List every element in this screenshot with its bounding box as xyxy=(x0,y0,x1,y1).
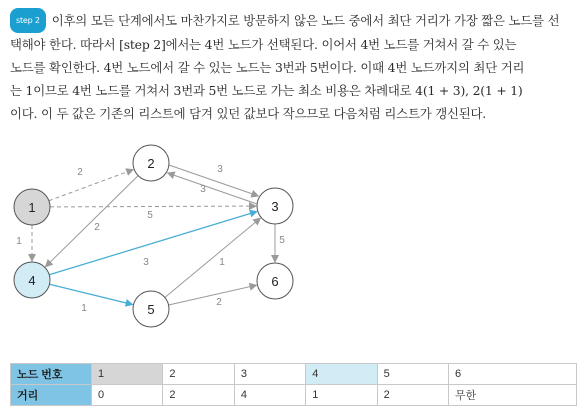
edge-2-4 xyxy=(46,176,139,267)
edge-weight-label: 5 xyxy=(147,210,153,221)
node-number-row xyxy=(11,364,577,385)
distance-cell: 0 xyxy=(92,385,163,406)
edge-weight-label: 3 xyxy=(200,184,206,195)
distance-cell: 2 xyxy=(163,385,234,406)
edge-1-2 xyxy=(49,170,133,201)
edge-weight-label: 1 xyxy=(16,236,22,247)
node-3-label: 3 xyxy=(271,199,279,214)
distance-cell: 무한 xyxy=(449,385,577,406)
edge-weight-label: 1 xyxy=(81,303,87,314)
edge-5-3 xyxy=(165,218,261,297)
node-number-header: 노드 번호 xyxy=(11,364,92,385)
paragraph-line-1-text: 이후의 모든 단계에서도 마찬가지로 방문하지 않은 노드 중에서 최단 거리가 가장 짧은 노드를 선 xyxy=(51,13,560,28)
step-badge: step 2 xyxy=(10,8,46,33)
node-4-label: 4 xyxy=(28,273,36,288)
node-6-label: 6 xyxy=(271,274,279,289)
edge-4-5 xyxy=(49,284,132,304)
paragraph-line-3: 노드를 확인한다. 4번 노드에서 갈 수 있는 노드는 3번과 5번이다. 이때 4번 노드까지의 최단 거리 xyxy=(10,60,525,75)
distance-row xyxy=(11,385,577,406)
node-number-cell: 5 xyxy=(377,364,448,385)
node-number-cell: 4 xyxy=(306,364,377,385)
explanation-paragraph xyxy=(10,8,575,125)
edge-weight-label: 3 xyxy=(143,257,149,268)
edge-5-6 xyxy=(169,285,257,305)
node-1-label: 1 xyxy=(28,200,36,215)
graph-nodes xyxy=(14,145,293,327)
edge-weight-label: 2 xyxy=(94,222,100,233)
node-number-cell: 3 xyxy=(234,364,305,385)
edge-3-2 xyxy=(168,173,257,204)
node-5-label: 5 xyxy=(147,302,155,317)
distance-cell: 1 xyxy=(306,385,377,406)
node-2-label: 2 xyxy=(147,156,155,171)
graph-diagram xyxy=(0,135,587,360)
paragraph-line-2: 택해야 한다. 따라서 [step 2]에서는 4번 노드가 선택된다. 이어서 4번 노드를 거쳐서 갈 수 있는 xyxy=(10,37,517,52)
edge-weight-label: 2 xyxy=(216,297,222,308)
paragraph-line-5: 이다. 이 두 값은 기존의 리스트에 담겨 있던 값보다 작으므로 다음처럼 리스트가 갱신된다. xyxy=(10,106,487,121)
edge-weight-label: 5 xyxy=(279,235,285,246)
edge-2-3 xyxy=(169,165,258,196)
edge-4-3 xyxy=(49,212,257,275)
distance-header: 거리 xyxy=(11,385,92,406)
graph-edges xyxy=(32,165,275,305)
node-number-cell: 2 xyxy=(163,364,234,385)
edge-1-3 xyxy=(50,206,256,207)
node-number-cell: 1 xyxy=(92,364,163,385)
distance-table xyxy=(10,363,577,406)
distance-cell: 4 xyxy=(234,385,305,406)
paragraph-line-1 xyxy=(10,8,575,33)
edge-weight-label: 2 xyxy=(77,167,83,178)
node-number-cell: 6 xyxy=(449,364,577,385)
edge-weight-label: 3 xyxy=(217,164,223,175)
distance-cell: 2 xyxy=(377,385,448,406)
paragraph-line-4: 는 1이므로 4번 노드를 거쳐서 3번과 5번 노드로 가는 최소 비용은 차례대로 4(1 + 3), 2(1 + 1) xyxy=(10,83,523,98)
edge-weight-label: 1 xyxy=(219,257,225,268)
